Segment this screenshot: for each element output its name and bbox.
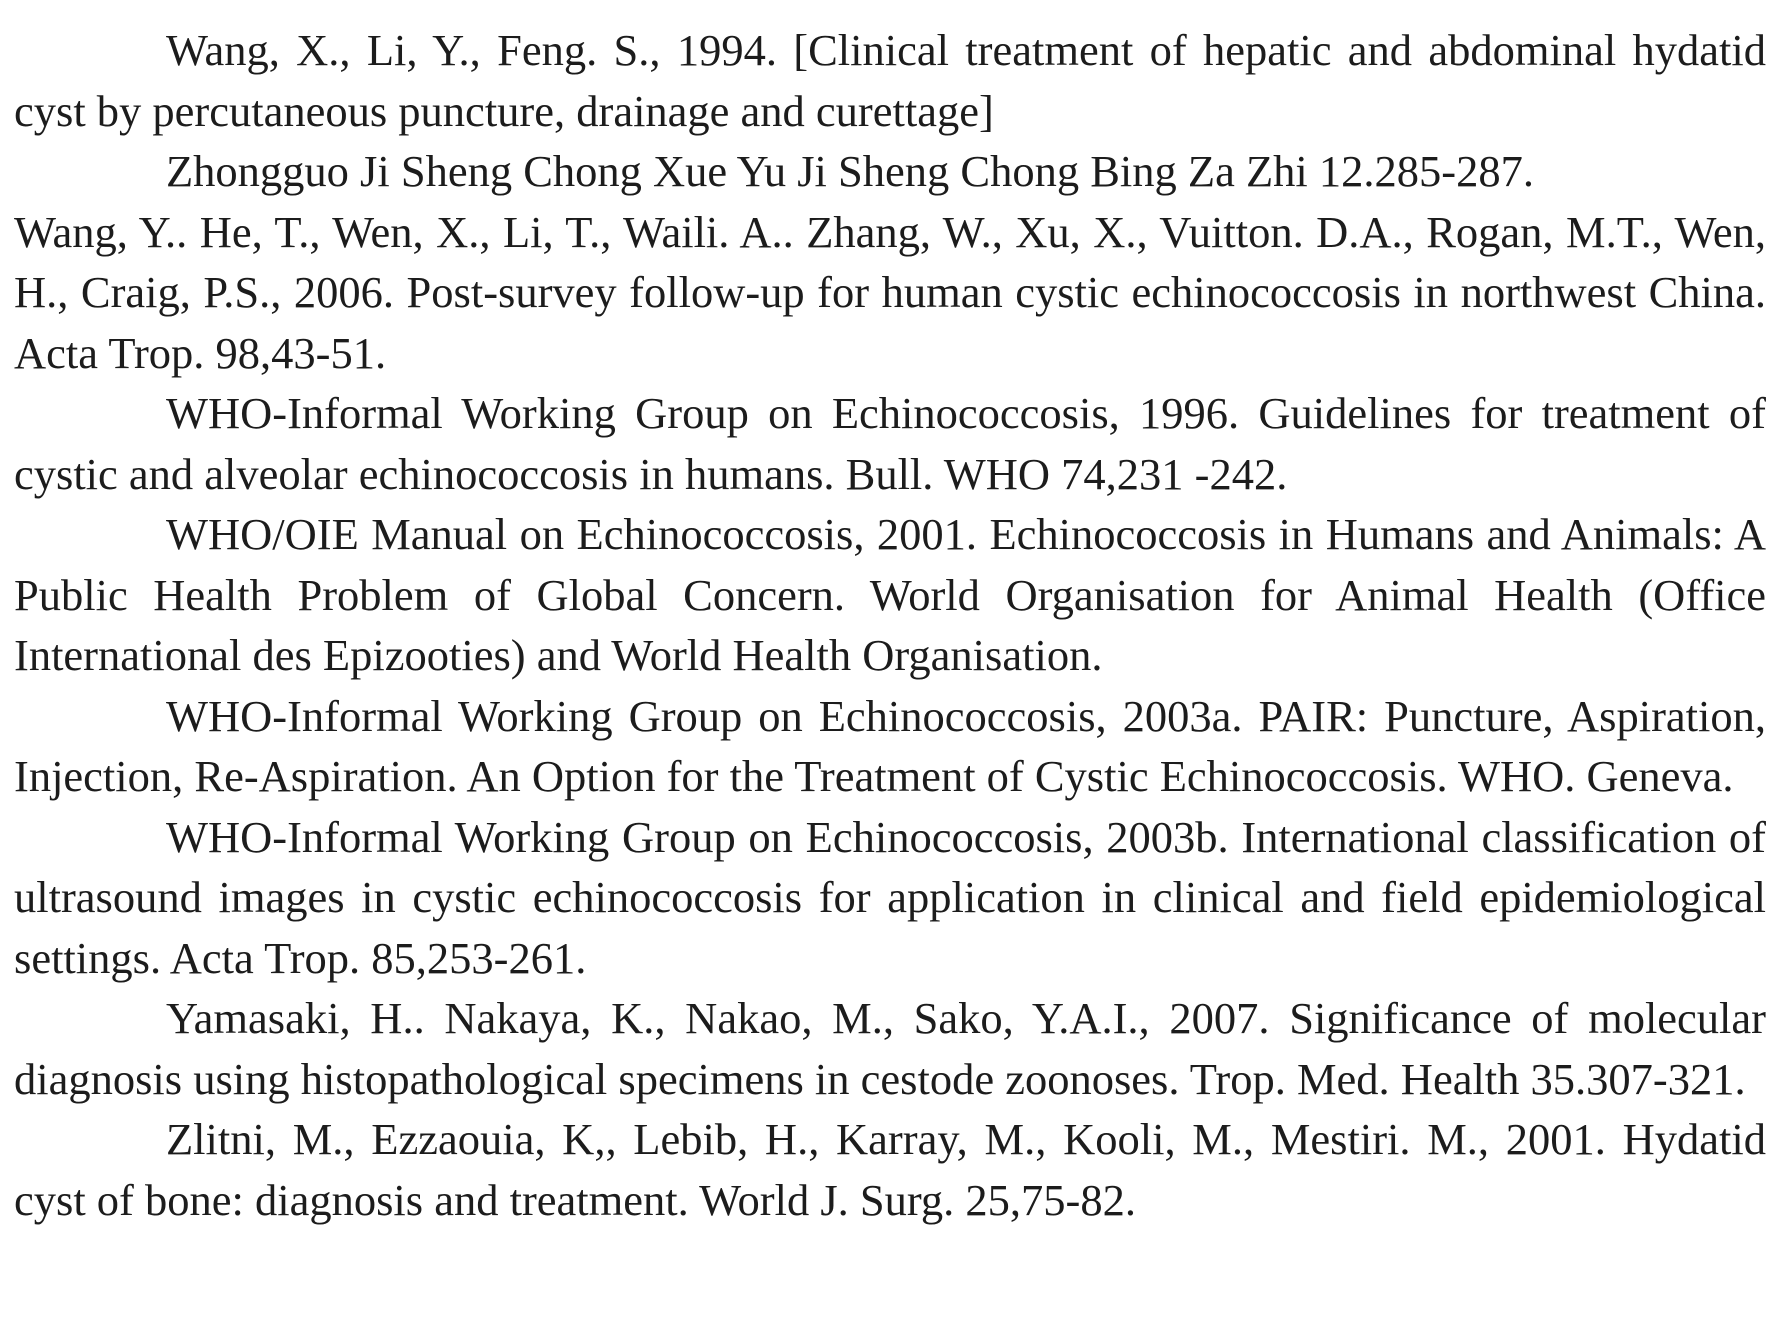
- reference-line: Echinococcosis. WHO. Geneva.: [1159, 751, 1734, 801]
- reference-line: WHO-Informal Working Group on Echinococcosis, 1996. Guidelines for: [166, 388, 1523, 438]
- reference-line: Animals: A Public Health Problem of Global Concern. World Organisation for: [14, 509, 1766, 620]
- reference-line: molecular diagnosis using histopathological specimens in cestode zoonoses. Trop.: [14, 993, 1766, 1104]
- reference-line: Wang, Y.. He, T., Wen, X., Li, T., Waili. A.. Zhang, W., Xu, X., Vuitton. D.A.,: [14, 206, 1414, 257]
- reference-line: WHO-Informal Working Group on Echinococcosis, 2003a. PAIR: Puncture,: [166, 690, 1554, 741]
- reference-line: Zhongguo Ji Sheng Chong Xue Yu Ji Sheng Chong Bing Za Zhi 12.285-287.: [166, 146, 1534, 196]
- reference-who-1996: [14, 383, 1766, 504]
- reference-line: Yamasaki, H.. Nakaya, K., Nakao, M., Sako, Y.A.I., 2007. Significance of: [166, 993, 1569, 1043]
- reference-line: hydatid cyst by percutaneous puncture, drainage and curettage]: [14, 25, 1766, 136]
- reference-line: Rogan, M.T., Wen, H., Craig, P.S., 2006. Post-survey follow-up for human cystic: [14, 206, 1767, 317]
- reference-yamasaki-2007: [14, 988, 1766, 1109]
- reference-line: Hydatid cyst of bone: diagnosis and treatment. World J. Surg. 25,75-82.: [14, 1114, 1767, 1225]
- reference-line: Wang, X., Li, Y., Feng. S., 1994. [Clinical treatment of hepatic and abdominal: [166, 25, 1617, 75]
- reference-who-oie-2001: [14, 504, 1766, 686]
- reference-wang-1994: [14, 20, 1766, 141]
- reference-line: WHO/OIE Manual on Echinococcosis, 2001. Echinococcosis in Humans and: [166, 509, 1551, 559]
- reference-line: Zlitni, M., Ezzaouia, K,, Lebib, H., Karray, M., Kooli, M., Mestiri. M., 2001.: [166, 1114, 1606, 1164]
- reference-line: echinococcosis in northwest China. Acta Trop. 98,43-51.: [14, 267, 1767, 378]
- reference-line: Aspiration, Injection, Re-Aspiration. An Option for the Treatment of Cystic: [14, 690, 1766, 801]
- reference-wang-2006: [14, 202, 1766, 384]
- reference-line: and field epidemiological settings. Acta Trop. 85,253-261.: [14, 872, 1767, 983]
- reference-zlitni-2001: [14, 1109, 1766, 1230]
- reference-line: Med. Health 35.307-321.: [1296, 1053, 1746, 1104]
- reference-wang-1994-journal: [14, 141, 1766, 202]
- reference-line: treatment of cystic and alveolar echinococcosis in humans. Bull. WHO 74,231 -242.: [14, 388, 1766, 499]
- reference-list: [14, 20, 1766, 1230]
- reference-who-2003b: [14, 807, 1766, 989]
- reference-line: classification of ultrasound images in cystic echinococcosis for application in clinical: [14, 811, 1766, 922]
- reference-who-2003a: [14, 686, 1766, 807]
- reference-line: Animal Health (Office International des Epizooties) and World Health Organisation.: [14, 569, 1767, 680]
- reference-line: WHO-Informal Working Group on Echinococcosis, 2003b. International: [166, 811, 1469, 862]
